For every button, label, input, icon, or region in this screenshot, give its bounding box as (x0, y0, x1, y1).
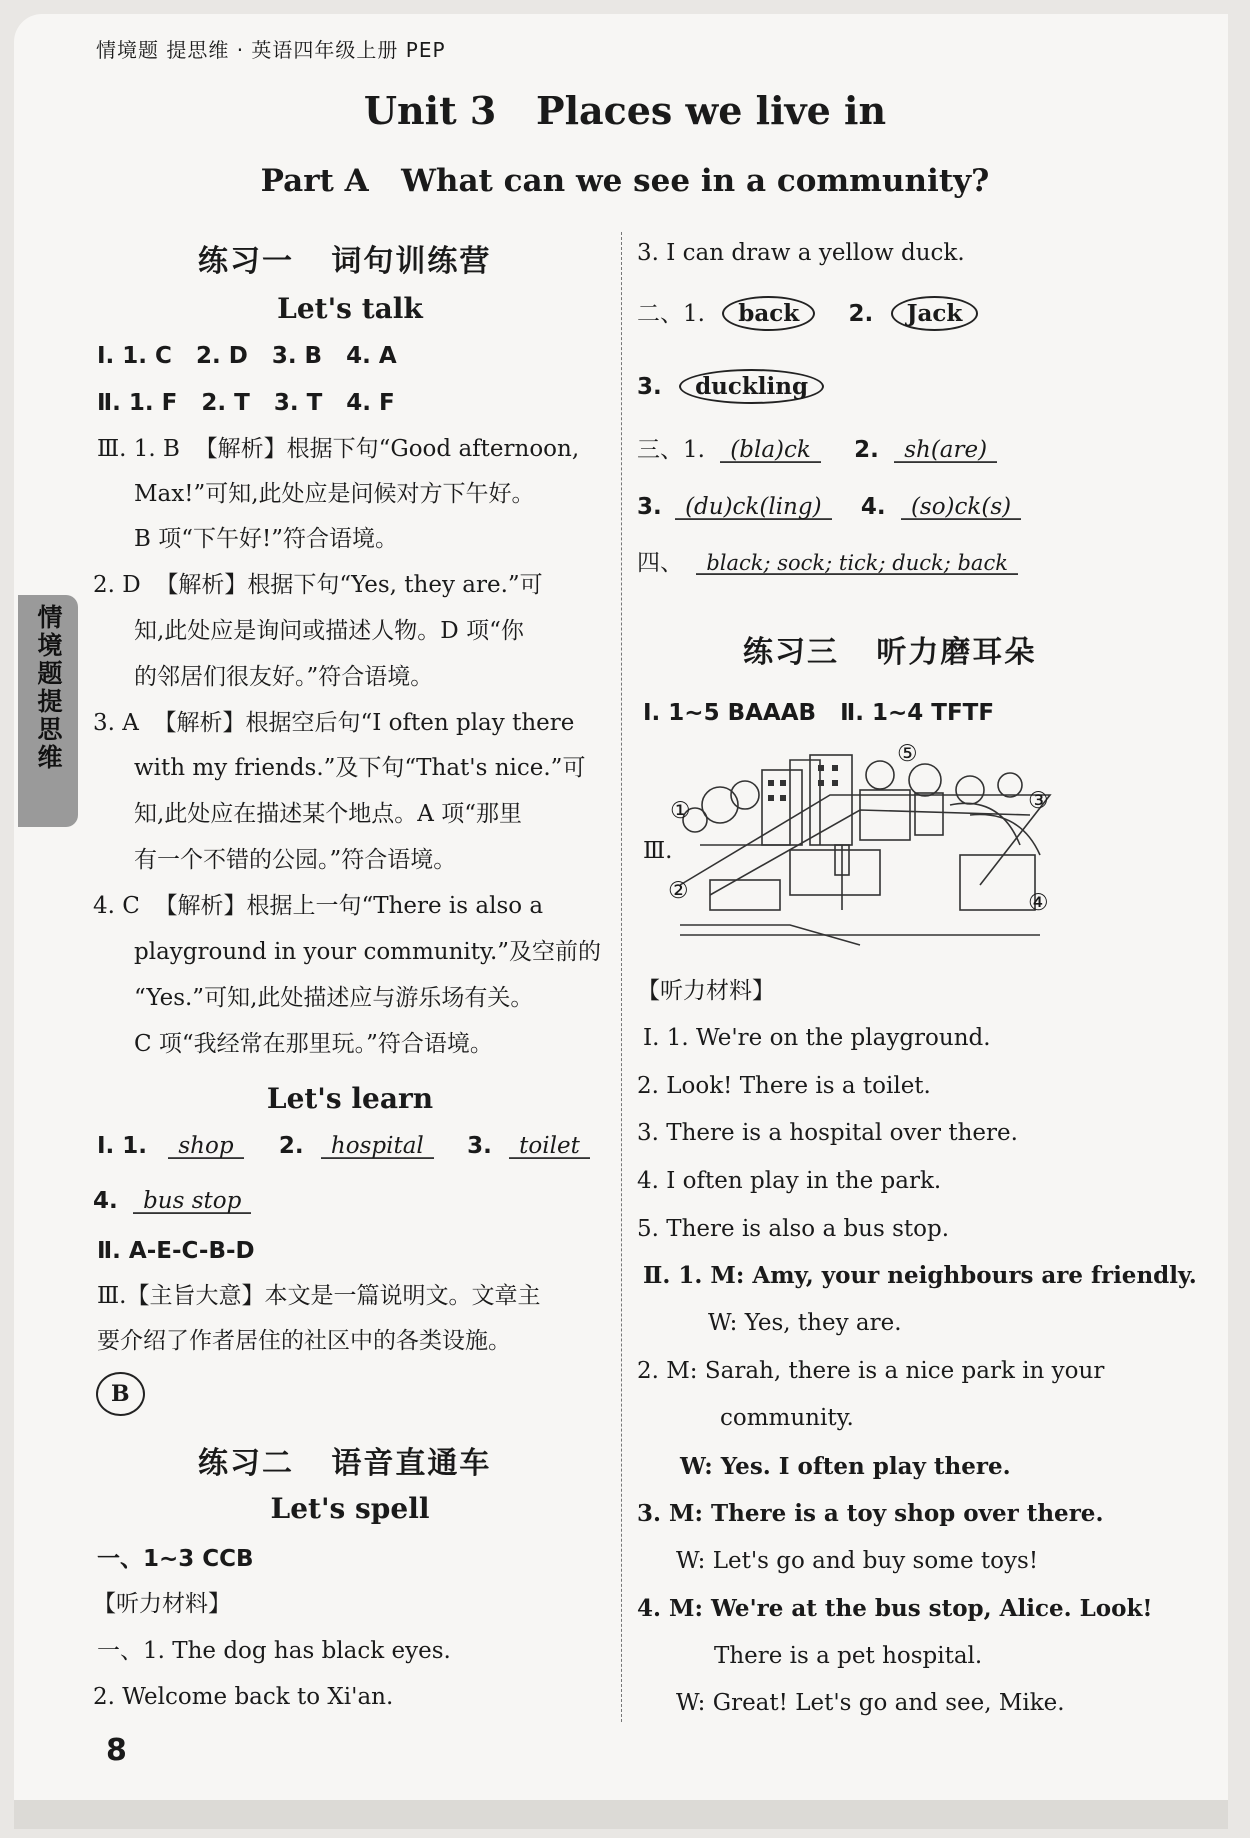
talk-III-4-line3: “Yes.”可知,此处描述应与游乐场有关。 (134, 985, 534, 1011)
dialogue-3-line1: 3. M: There is a toy shop over there. (637, 1500, 1104, 1527)
right-III-row1 (637, 438, 997, 463)
talk-III-3-line4: 有一个不错的公园。”符合语境。 (134, 847, 457, 873)
talk-III-3-line2: with my friends.”及下句“That's nice.”可 (134, 755, 586, 781)
talk-III-2-line2: 知,此处应是询问或描述人物。D 项“你 (134, 618, 524, 644)
exercise3-answers: Ⅰ. 1~5 BAAAB Ⅱ. 1~4 TFTF (643, 700, 995, 726)
right-II-2-num: 2. (848, 301, 874, 327)
listen-I-1: Ⅰ. 1. We're on the playground. (643, 1025, 991, 1051)
column-divider (621, 232, 622, 1722)
talk-II-answers: Ⅱ. 1. F 2. T 3. T 4. F (97, 390, 395, 416)
right-III-label: 三、1. (637, 437, 705, 463)
community-map-illustration (680, 735, 1060, 950)
dialogue-2-line1: 2. M: Sarah, there is a nice park in your (637, 1358, 1105, 1384)
dialogue-4-line3: W: Great! Let's go and see, Mike. (676, 1690, 1065, 1716)
talk-III-1-line2: Max!”可知,此处应是问候对方下午好。 (134, 481, 535, 507)
learn-II-answer: Ⅱ. A-E-C-B-D (97, 1238, 255, 1264)
listen-I-2: 2. Look! There is a toilet. (637, 1073, 931, 1099)
listen-I-4: 4. I often play in the park. (637, 1168, 942, 1194)
exercise1-title: 练习一 词句训练营 (198, 244, 492, 279)
right-II-label: 二、1. (637, 301, 705, 327)
left-listen-label: 【听力材料】 (93, 1591, 231, 1617)
exercise2-title: 练习二 语音直通车 (198, 1446, 492, 1481)
right-III-1: (bla)ck (720, 438, 821, 463)
left-listen-2: 2. Welcome back to Xi'an. (93, 1684, 394, 1710)
learn-I-3: toilet (509, 1134, 590, 1159)
dialogue-4-line1: 4. M: We're at the bus stop, Alice. Look! (637, 1595, 1153, 1622)
learn-I-4: bus stop (133, 1189, 251, 1214)
page-number: 8 (106, 1733, 127, 1768)
map-label-5: ⑤ (897, 741, 918, 767)
talk-III-1-line1: Ⅲ. 1. B 【解析】根据下句“Good afternoon, (97, 436, 580, 462)
map-label-4: ④ (1028, 890, 1049, 916)
right-IV-answer: black; sock; tick; duck; back (696, 552, 1018, 575)
right-listen-label: 【听力材料】 (637, 978, 775, 1004)
learn-III-line2: 要介绍了作者居住的社区中的各类设施。 (97, 1328, 511, 1354)
dialogue-2-line3: W: Yes. I often play there. (680, 1453, 1011, 1480)
talk-III-2-line3: 的邻居们很友好。”符合语境。 (134, 664, 434, 690)
right-3-sentence: 3. I can draw a yellow duck. (637, 240, 965, 266)
learn-I-2: hospital (321, 1134, 434, 1159)
map-label-1: ① (670, 798, 691, 824)
learn-III-line1: Ⅲ.【主旨大意】本文是一篇说明文。文章主 (97, 1283, 541, 1309)
talk-III-3-line3: 知,此处应在描述某个地点。A 项“那里 (134, 801, 522, 827)
learn-I-label: Ⅰ. 1. (97, 1133, 148, 1159)
learn-I-3-num: 3. (467, 1133, 492, 1159)
bottom-strip (14, 1800, 1228, 1829)
talk-III-4-line1: 4. C 【解析】根据上一句“There is also a (93, 893, 544, 919)
learn-I-row1 (97, 1134, 590, 1159)
right-III-row2 (637, 495, 1021, 520)
part-title: Part A What can we see in a community? (260, 163, 990, 199)
listen-I-3: 3. There is a hospital over there. (637, 1120, 1018, 1146)
side-tab-text: 情境题提思维 (37, 603, 63, 772)
right-III-3-num: 3. (637, 494, 662, 520)
right-III-2: sh(are) (894, 438, 997, 463)
dialogue-4-line2: There is a pet hospital. (714, 1643, 983, 1669)
right-III-3: (du)ck(ling) (675, 495, 832, 520)
talk-III-2-line1: 2. D 【解析】根据下句“Yes, they are.”可 (93, 572, 543, 598)
talk-III-4-line4: C 项“我经常在那里玩。”符合语境。 (134, 1031, 493, 1057)
right-II-row1 (637, 296, 978, 331)
dialogue-3-line2: W: Let's go and buy some toys! (676, 1548, 1039, 1574)
exercise3-title: 练习三 听力磨耳朵 (743, 635, 1037, 670)
right-III-4-num: 4. (860, 494, 886, 520)
listen-I-5: 5. There is also a bus stop. (637, 1216, 950, 1242)
map-label-3: ③ (1028, 788, 1049, 814)
running-header: 情境题 提思维 · 英语四年级上册 PEP (96, 38, 446, 62)
dialogue-2-line2: community. (720, 1405, 854, 1431)
spell-1-answers: 一、1~3 CCB (97, 1546, 254, 1572)
right-II-row2 (637, 369, 824, 404)
lets-learn-heading: Let's learn (266, 1082, 434, 1115)
right-II-3-num: 3. (637, 374, 662, 400)
dialogue-1-line2: W: Yes, they are. (708, 1310, 902, 1336)
talk-III-1-line3: B 项“下午好!”符合语境。 (134, 526, 398, 552)
talk-III-3-line1: 3. A 【解析】根据空后句“I often play there (93, 710, 575, 736)
right-II-2: Jack (891, 296, 979, 331)
right-IV-row (637, 552, 1018, 575)
right-II-3: duckling (679, 369, 824, 404)
lets-spell-heading: Let's spell (270, 1492, 430, 1525)
map-label-2: ② (668, 878, 689, 904)
right-III-2-num: 2. (854, 437, 879, 463)
right-III-4: (so)ck(s) (901, 495, 1021, 520)
learn-III-answer: B (96, 1372, 145, 1416)
right-II-1: back (722, 296, 815, 331)
lets-talk-heading: Let's talk (277, 292, 423, 325)
learn-I-4-num: 4. (93, 1188, 118, 1214)
unit-title: Unit 3 Places we live in (363, 88, 887, 133)
talk-I-answers: Ⅰ. 1. C 2. D 3. B 4. A (97, 343, 397, 369)
right-IV-label: 四、 (637, 550, 683, 576)
exercise3-III-label: Ⅲ. (643, 838, 673, 864)
learn-I-1: shop (168, 1134, 243, 1159)
talk-III-4-line2: playground in your community.”及空前的 (134, 939, 602, 965)
left-listen-1: 一、1. The dog has black eyes. (97, 1638, 451, 1664)
dialogue-1-line1: Ⅱ. 1. M: Amy, your neighbours are friendly. (643, 1262, 1197, 1289)
learn-I-row2 (93, 1189, 251, 1214)
learn-I-2-num: 2. (278, 1133, 304, 1159)
